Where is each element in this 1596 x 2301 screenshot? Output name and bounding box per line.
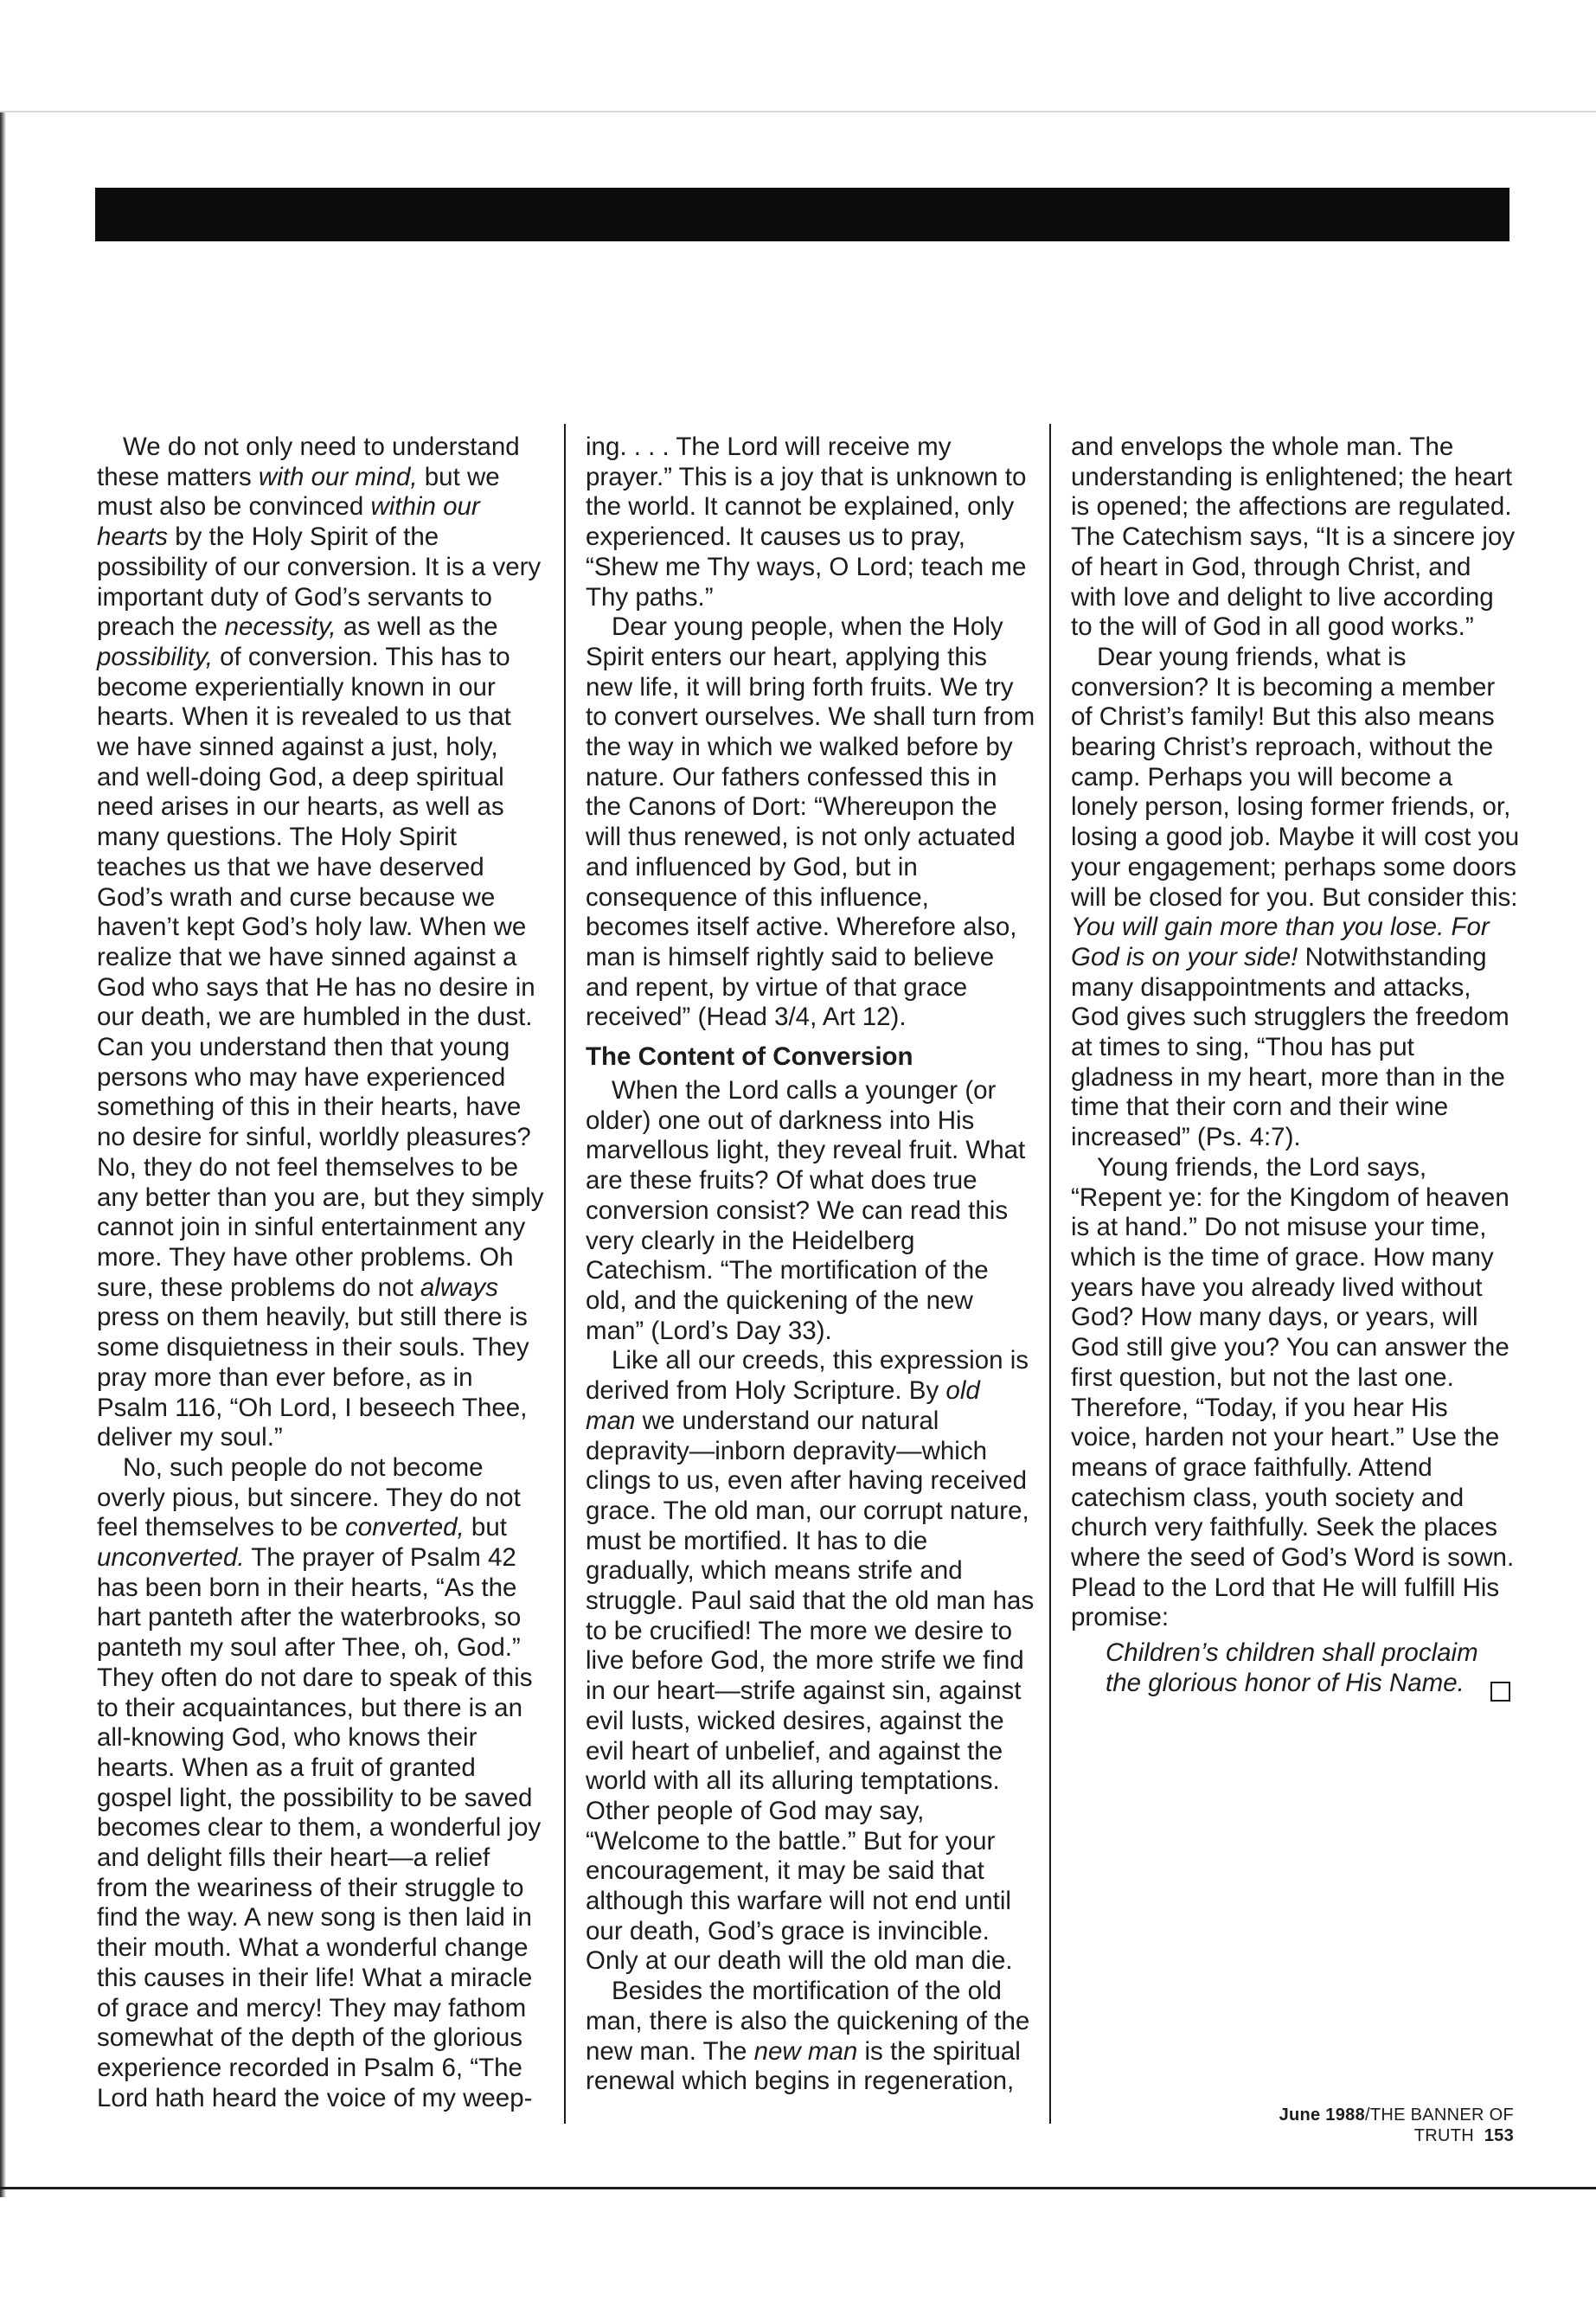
paragraph: When the Lord calls a younger (or older) one out of darkness into His marvellous light, they reveal fruit. What are these fruits? Of what does true conversion consist? We can read this very clearly in the Heidelberg Catechism. “The mortification of the old, and the quickening of the new man” (Lord’s Day 33). bbox=[586, 1076, 1026, 1345]
paragraph: Dear young friends, what is conversion? It is becoming a member of Christ’s family! But this also means bearing Christ’s reproach, without the camp. Perhaps you will become a lonely person, losing former friends, or, losing a good job. Maybe it will cost you your engagement; perhaps some doors will be closed for you. But consider this: You will gain more than you lose. For God is on your side! Notwithstanding many disappointments and attacks, God gives such strugglers the freedom at times to sing, “Thou has put gladness in my heart, more than in the time that their corn and their wine increased” (Ps. 4:7). bbox=[1071, 642, 1520, 1152]
header-black-band bbox=[95, 188, 1509, 241]
paragraph: ing. . . . The Lord will receive my prayer.” This is a joy that is unknown to the world. It cannot be explained, only experienced. It causes us to pray, “Shew me Thy ways, O Lord; teach me Thy paths.” bbox=[586, 433, 1027, 612]
footer-separator: / bbox=[1365, 2106, 1370, 2125]
page-number: 153 bbox=[1484, 2126, 1514, 2145]
verse-line: the glorious honor of His Name. bbox=[1106, 1668, 1465, 1697]
paragraph: Besides the mortification of the old man, there is also the quickening of the new man. The new man is the spiritual renewal which begins in regeneration, bbox=[586, 1977, 1030, 2096]
page-edge-shadow bbox=[0, 112, 6, 2197]
paragraph: Dear young people, when the Holy Spirit enters our heart, applying this new life, it will bring forth fruits. We try to convert ourselves. We shall turn from the way in which we walked before by nature. Our fathers confessed this in the Canons of Dort: “Whereupon the will thus renewed, is not only actuated and influenced by God, but in consequence of this influence, becomes itself active. Wherefore also, man is himself rightly said to believe and repent, by virtue of that grace received” (Head 3/4, Art 12). bbox=[586, 612, 1035, 1032]
column-rule-1 bbox=[564, 424, 566, 2124]
column-rule-2 bbox=[1049, 424, 1051, 2124]
text-column-2 bbox=[586, 433, 1035, 2097]
end-mark-icon bbox=[1490, 1682, 1510, 1702]
section-heading: The Content of Conversion bbox=[586, 1042, 913, 1072]
paragraph: No, such people do not become overly pious, but sincere. They do not feel themselves to be converted, but unconverted. The prayer of Psalm 42 has been born in their hearts, “As the hart panteth after the waterbrooks, so panteth my soul after Thee, oh, God.” They often do not dare to speak of this to their acquaintances, but there is an all-knowing God, who knows their hearts. When as a fruit of granted gospel light, the possibility to be saved becomes clear to them, a wonderful joy and delight fills their heart—a relief from the weariness of their struggle to find the way. A new song is then laid in their mouth. What a wonderful change this causes in their life! What a miracle of grace and mercy! They may fathom somewhat of the depth of the glorious experience recorded in Psalm 6, “The Lord hath heard the voice of my weep- bbox=[97, 1452, 542, 2112]
magazine-title: THE BANNER OF TRUTH bbox=[1369, 2106, 1514, 2145]
text-column-1 bbox=[97, 433, 547, 2113]
paragraph: Like all our creeds, this expression is derived from Holy Scripture. By old man we understand our natural depravity—inborn depravity—which clings to us, even after having received grace. The old man, our corrupt nature, must be mortified. It has to die gradually, which means strife and struggle. Paul said that the old man has to be crucified! The more we desire to live before God, the more strife we find in our heart—strife against sin, against evil lusts, wicked desires, against the evil heart of unbelief, and against the world with all its alluring temptations. Other people of God may say, “Welcome to the battle.” But for your encouragement, it may be said that although this warfare will not end until our death, God’s grace is invincible. Only at our death will the old man die. bbox=[586, 1346, 1035, 1976]
paragraph: We do not only need to understand these matters with our mind, but we must also be convinced within our hearts by the Holy Spirit of the possibility of our conversion. It is a very important duty of God’s servants to preach the necessity, as well as the possibility, of conversion. This has to become experientially known in our hearts. When it is revealed to us that we have sinned against a just, holy, and well-doing God, a deep spiritual need arises in our hearts, as well as many questions. The Holy Spirit teaches us that we have deserved God’s wrath and curse because we haven’t kept God’s holy law. When we realize that we have sinned against a God who says that He has no desire in our death, we are humbled in the dust. Can you understand then that young persons who may have experienced something of this in their hearts, have no desire for sinful, worldly pleasures? No, they do not feel themselves to be any better than you are, but they simply cannot join in sinful entertainment any more. They have other problems. Oh sure, these problems do not always press on them heavily, but still there is some disquietness in their souls. They pray more than ever before, as in Psalm 116, “Oh Lord, I beseech Thee, deliver my soul.” bbox=[97, 433, 544, 1452]
paragraph: Young friends, the Lord says, “Repent ye: for the Kingdom of heaven is at hand.” Do not misuse your time, which is the time of grace. How many years have you already lived without God? How many days, or years, will God still give you? You can answer the first question, but not the last one. Therefore, “Today, if you hear His voice, harden not your heart.” Use the means of grace faithfully. Attend catechism class, youth society and church very faithfully. Seek the places where the seed of God’s Word is sown. Plead to the Lord that He will fulfill His promise: bbox=[1071, 1152, 1515, 1632]
bottom-edge-rule bbox=[0, 2187, 1596, 2189]
text-column-3 bbox=[1071, 433, 1521, 1699]
closing-verse bbox=[1071, 1638, 1521, 1698]
paragraph: and envelops the whole man. The understanding is enlightened; the heart is opened; the affections are regulated. The Catechism says, “It is a sincere joy of heart in God, through Christ, and with love and delight to live according to the will of God in all good works.” bbox=[1071, 433, 1516, 642]
issue-date: June 1988 bbox=[1279, 2106, 1365, 2125]
page-footer bbox=[1176, 2105, 1514, 2146]
top-edge-rule bbox=[0, 111, 1596, 112]
verse-line: Children’s children shall proclaim bbox=[1106, 1638, 1478, 1668]
